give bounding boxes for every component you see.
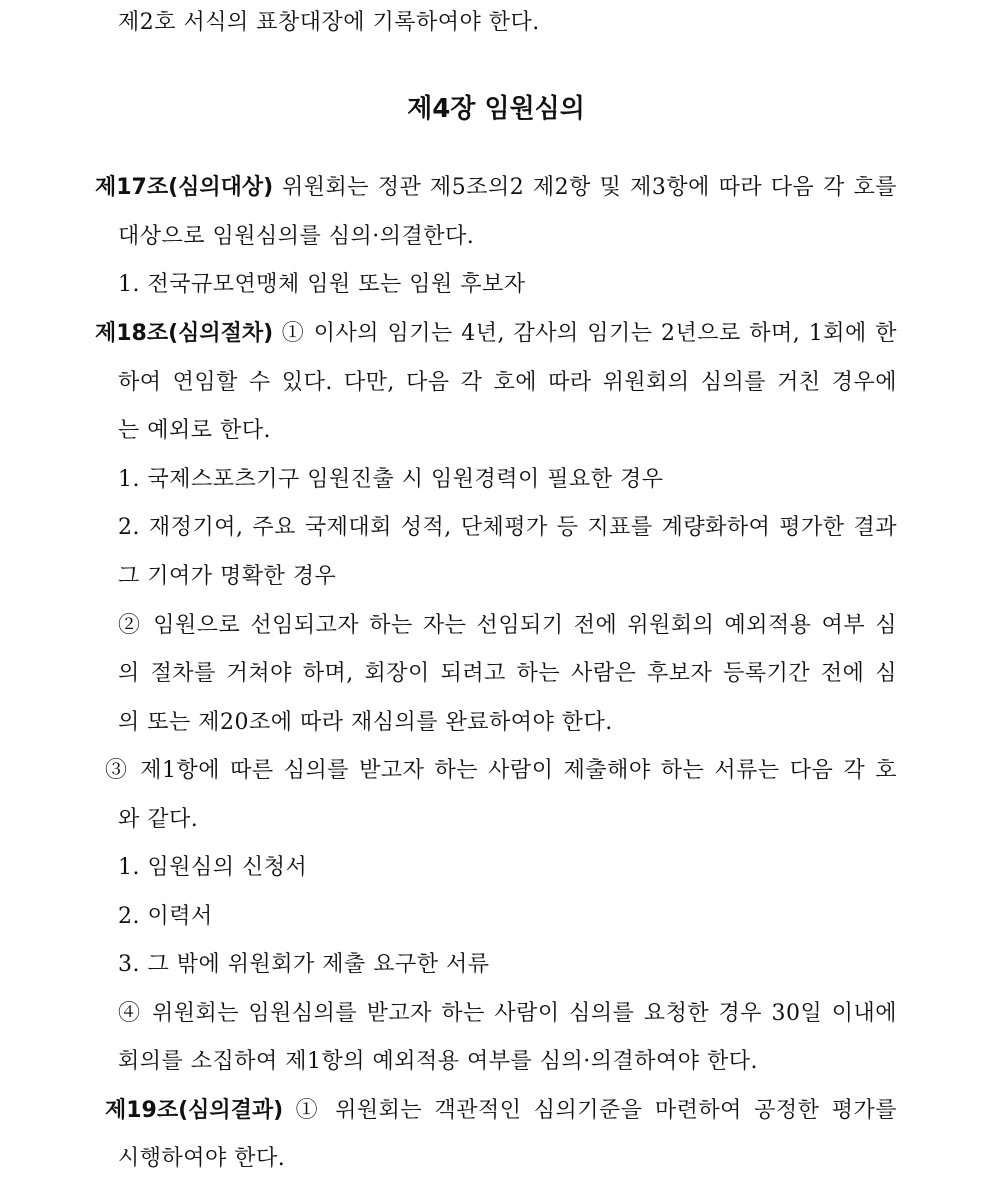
article-18-item-1: 1. 국제스포츠기구 임원진출 시 임원경력이 필요한 경우 (118, 467, 664, 492)
article-18-para-2-line-1: ② 임원으로 선임되고자 하는 자는 선임되기 전에 위원회의 예외적용 여부 심 (118, 613, 897, 638)
article-17-line-1 (95, 173, 897, 203)
article-18-para-3-line-2: 와 같다. (118, 807, 199, 832)
article-18-document-1: 1. 임원심의 신청서 (118, 855, 308, 880)
article-18-para-2-line-2: 의 절차를 거쳐야 하며, 회장이 되려고 하는 사람은 후보자 등록기간 전에 심 (118, 661, 897, 686)
chapter-title: 제4장 임원심의 (407, 94, 585, 124)
article-17-heading: 제17조(심의대상) (95, 175, 274, 200)
article-18-item-2-line-1: 2. 재정기여, 주요 국제대회 성적, 단체평가 등 지표를 계량화하여 평가한 결과 (118, 515, 897, 540)
article-18-text-1: ① 이사의 임기는 4년, 감사의 임기는 2년으로 하며, 1회에 한 (281, 321, 897, 346)
article-18-line-2: 하여 연임할 수 있다. 다만, 다음 각 호에 따라 위원회의 심의를 거친 경우에 (118, 370, 897, 395)
article-17-text-1: 위원회는 정관 제5조의2 제2항 및 제3항에 따라 다음 각 호를 (281, 175, 897, 200)
article-18-heading: 제18조(심의절차) (95, 321, 274, 346)
article-19-text-1: ① 위원회는 객관적인 심의기준을 마련하여 공정한 평가를 (295, 1098, 897, 1123)
article-18-line-3: 는 예외로 한다. (118, 418, 271, 443)
article-18-document-2: 2. 이력서 (118, 904, 213, 929)
article-18-para-2-line-3: 의 또는 제20조에 따라 재심의를 완료하여야 한다. (118, 710, 613, 735)
article-19-line-1 (105, 1096, 897, 1126)
article-18-line-1 (95, 319, 897, 349)
article-19-line-2: 시행하여야 한다. (118, 1146, 286, 1171)
article-19-heading: 제19조(심의결과) (105, 1098, 284, 1123)
article-17-item-1: 1. 전국규모연맹체 임원 또는 임원 후보자 (118, 272, 526, 297)
article-17-line-2: 대상으로 임원심의를 심의·의결한다. (118, 224, 475, 249)
article-18-para-4-line-2: 회의를 소집하여 제1항의 예외적용 여부를 심의·의결하여야 한다. (118, 1049, 758, 1074)
article-18-para-4-line-1: ④ 위원회는 임원심의를 받고자 하는 사람이 심의를 요청한 경우 30일 이내에 (118, 1001, 897, 1026)
continued-text-line: 제2호 서식의 표창대장에 기록하여야 한다. (118, 10, 540, 35)
article-18-item-2-line-2: 그 기여가 명확한 경우 (118, 564, 337, 589)
article-18-para-3-line-1: ③ 제1항에 따른 심의를 받고자 하는 사람이 제출해야 하는 서류는 다음 각 호 (105, 758, 897, 783)
article-18-document-3: 3. 그 밖에 위원회가 제출 요구한 서류 (118, 952, 490, 977)
